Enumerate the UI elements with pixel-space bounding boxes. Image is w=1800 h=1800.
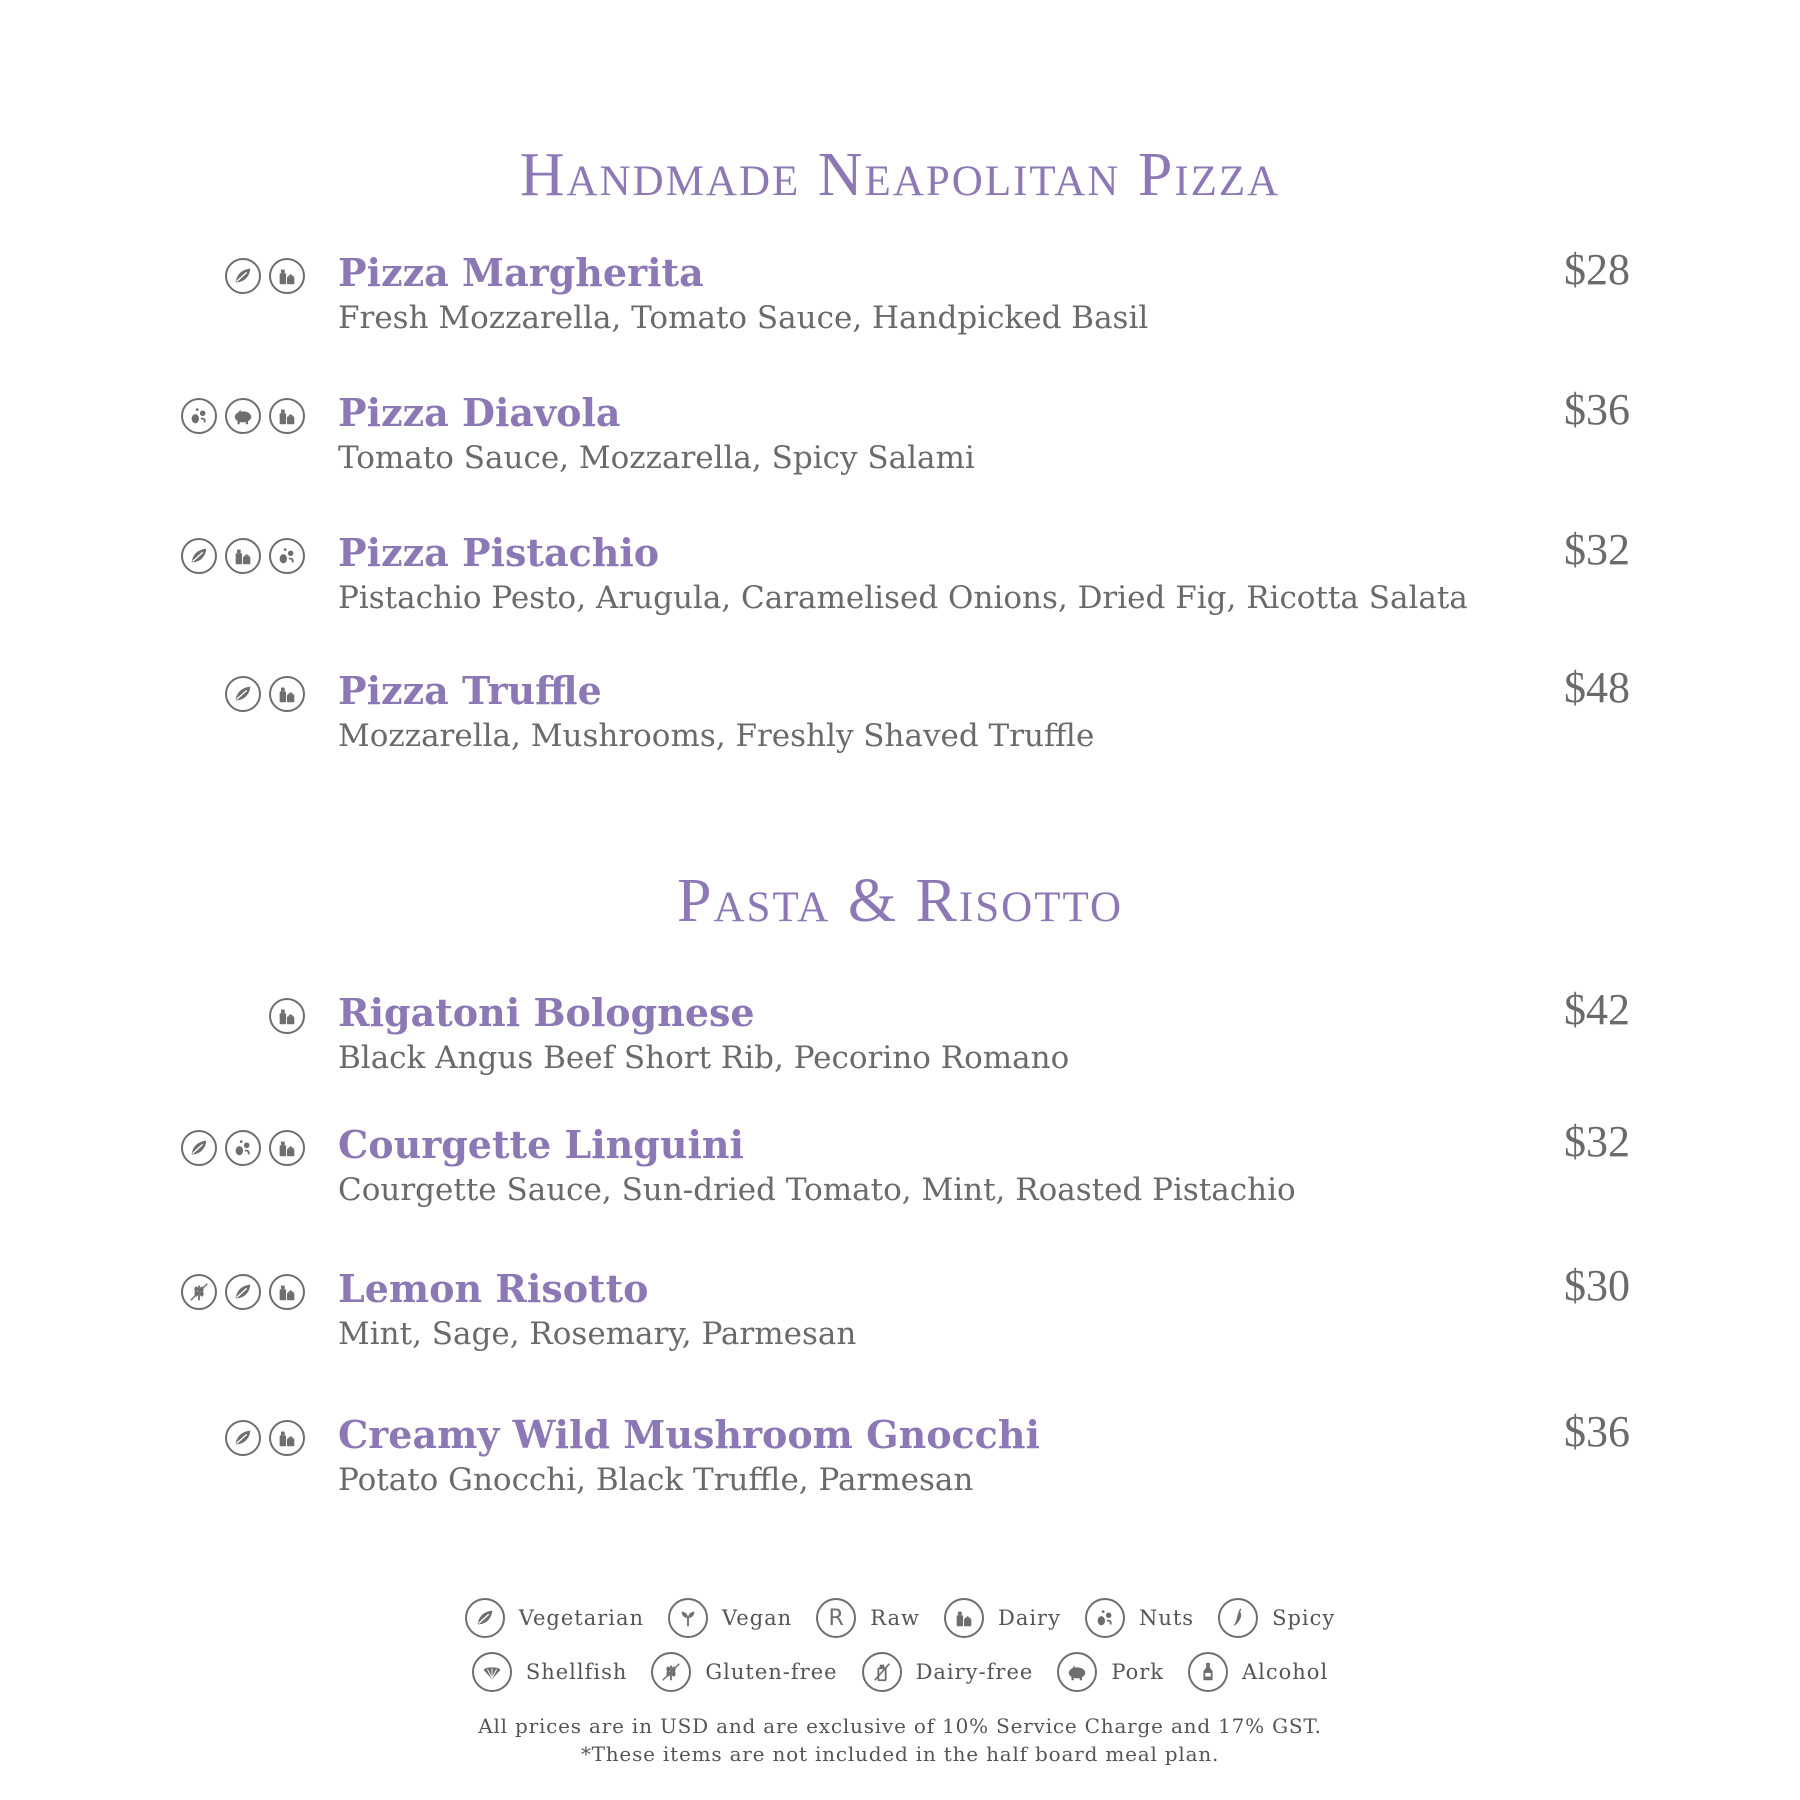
item-description: Tomato Sauce, Mozzarella, Spicy Salami: [338, 440, 975, 476]
item-name: Lemon Risotto: [338, 1266, 649, 1311]
menu-item: [0, 525, 1800, 640]
vegetarian-icon: [225, 258, 261, 294]
legend-label: Vegetarian: [518, 1606, 645, 1630]
raw-icon: R: [816, 1598, 856, 1638]
dairy-icon: [944, 1598, 984, 1638]
item-name: Courgette Linguini: [338, 1122, 744, 1167]
legend-item-shellfish: [472, 1652, 628, 1692]
item-price: $42: [1564, 985, 1630, 1034]
item-name: Pizza Margherita: [338, 250, 704, 295]
dairy-icon: [269, 1274, 305, 1310]
menu-item: [0, 1117, 1800, 1232]
legend-label: Dairy-free: [915, 1660, 1034, 1684]
shellfish-icon: [472, 1652, 512, 1692]
item-name: Pizza Truffle: [338, 668, 602, 713]
dietary-icons: [269, 998, 305, 1034]
dietary-legend: [0, 1598, 1800, 1692]
item-description: Black Angus Beef Short Rib, Pecorino Romano: [338, 1040, 1070, 1076]
vegetarian-icon: [465, 1598, 505, 1638]
dairy-icon: [269, 398, 305, 434]
menu-item: [0, 1261, 1800, 1376]
legend-item-alcohol: [1188, 1652, 1328, 1692]
item-description: Pistachio Pesto, Arugula, Caramelised Onions, Dried Fig, Ricotta Salata: [338, 580, 1468, 616]
vegetarian-icon: [225, 1420, 261, 1456]
gluten-free-icon: [181, 1274, 217, 1310]
legend-row: [472, 1652, 1328, 1692]
menu-item: [0, 245, 1800, 360]
legend-label: Nuts: [1138, 1606, 1195, 1630]
dietary-icons: [225, 258, 305, 294]
nuts-icon: [225, 1130, 261, 1166]
item-description: Mint, Sage, Rosemary, Parmesan: [338, 1316, 857, 1352]
legend-label: Shellfish: [525, 1660, 628, 1684]
menu-item: [0, 1407, 1800, 1522]
dietary-icons: [181, 1130, 305, 1166]
menu-item: [0, 663, 1800, 778]
nuts-icon: [1085, 1598, 1125, 1638]
dietary-icons: [225, 1420, 305, 1456]
legend-item-nuts: [1085, 1598, 1194, 1638]
dairy-icon: [269, 676, 305, 712]
item-description: Potato Gnocchi, Black Truffle, Parmesan: [338, 1462, 974, 1498]
menu-item: [0, 985, 1800, 1100]
dairy-free-icon: [862, 1652, 902, 1692]
gluten-free-icon: [651, 1652, 691, 1692]
item-price: $36: [1564, 1407, 1630, 1456]
item-price: $32: [1564, 1117, 1630, 1166]
item-description: Mozzarella, Mushrooms, Freshly Shaved Truffle: [338, 718, 1095, 754]
legend-label: Spicy: [1272, 1606, 1336, 1630]
vegetarian-icon: [225, 676, 261, 712]
pork-icon: [1057, 1652, 1097, 1692]
item-description: Fresh Mozzarella, Tomato Sauce, Handpicked Basil: [338, 300, 1149, 336]
item-name: Pizza Diavola: [338, 390, 621, 435]
price-note: All prices are in USD and are exclusive of 10% Service Charge and 17% GST.: [478, 1714, 1322, 1738]
vegetarian-icon: [181, 538, 217, 574]
legend-label: Raw: [870, 1606, 920, 1630]
legend-item-vegetarian: [465, 1598, 644, 1638]
section-title-pizza: Handmade Neapolitan Pizza: [519, 141, 1281, 209]
item-description: Courgette Sauce, Sun-dried Tomato, Mint, Roasted Pistachio: [338, 1172, 1296, 1208]
item-name: Creamy Wild Mushroom Gnocchi: [338, 1412, 1040, 1457]
alcohol-icon: [1188, 1652, 1228, 1692]
legend-label: Pork: [1111, 1660, 1164, 1684]
spicy-icon: [1218, 1598, 1258, 1638]
legend-label: Vegan: [722, 1606, 793, 1630]
dietary-icons: [225, 676, 305, 712]
legend-label: Alcohol: [1242, 1660, 1329, 1684]
item-price: $30: [1564, 1261, 1630, 1310]
item-price: $36: [1564, 385, 1630, 434]
dairy-icon: [269, 1130, 305, 1166]
dairy-icon: [269, 1420, 305, 1456]
legend-item-dairy: [944, 1598, 1061, 1638]
vegetarian-icon: [181, 1130, 217, 1166]
dairy-icon: [269, 998, 305, 1034]
legend-item-dairy-free: [862, 1652, 1034, 1692]
item-name: Pizza Pistachio: [338, 530, 660, 575]
legend-item-raw: [816, 1598, 920, 1638]
legend-row: [465, 1598, 1336, 1638]
legend-item-gluten-free: [651, 1652, 837, 1692]
legend-item-spicy: [1218, 1598, 1335, 1638]
nuts-icon: [181, 398, 217, 434]
pork-icon: [225, 398, 261, 434]
dairy-icon: [225, 538, 261, 574]
nuts-icon: [269, 538, 305, 574]
item-price: $28: [1564, 245, 1630, 294]
item-name: Rigatoni Bolognese: [338, 990, 755, 1035]
item-price: $48: [1564, 663, 1630, 712]
legend-label: Dairy: [997, 1606, 1061, 1630]
legend-item-vegan: [668, 1598, 792, 1638]
meal-plan-note: *These items are not included in the half board meal plan.: [580, 1742, 1220, 1766]
menu-item: [0, 385, 1800, 500]
item-price: $32: [1564, 525, 1630, 574]
dietary-icons: [181, 398, 305, 434]
dairy-icon: [269, 258, 305, 294]
section-title-pasta: Pasta & Risotto: [677, 867, 1123, 935]
vegan-icon: [668, 1598, 708, 1638]
dietary-icons: [181, 538, 305, 574]
vegetarian-icon: [225, 1274, 261, 1310]
legend-label: Gluten-free: [705, 1660, 838, 1684]
legend-item-pork: [1057, 1652, 1164, 1692]
dietary-icons: [181, 1274, 305, 1310]
